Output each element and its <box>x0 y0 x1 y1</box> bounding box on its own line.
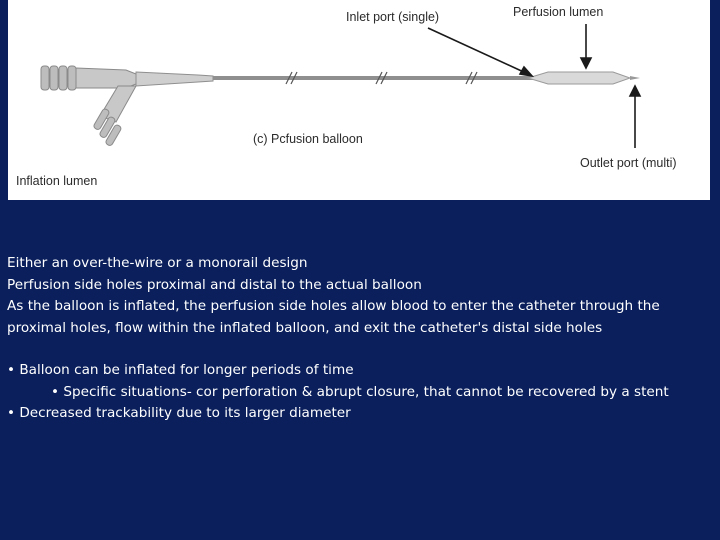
balloon <box>528 72 630 84</box>
inlet-port-arrow <box>428 28 532 76</box>
perfusion-balloon-catheter-diagram <box>8 0 710 200</box>
bullet-trackability: • Decreased trackability due to its larger diameter <box>7 405 351 421</box>
spacer <box>7 339 715 360</box>
inflation-lumen-label: Inflation lumen <box>16 174 98 188</box>
figure-caption: (c) Pcfusion balloon <box>253 132 363 146</box>
perfusion-lumen-arrow <box>581 24 591 68</box>
slide-body <box>7 253 715 425</box>
catheter-tip <box>630 76 640 80</box>
bullet-specific-situations: • Specific situations- cor perforation & abrupt closure, that cannot be recovered by a stent <box>51 383 669 400</box>
inlet-port-label: Inlet port (single) <box>346 10 440 24</box>
catheter-figure <box>8 0 710 200</box>
hub-grip <box>41 66 76 90</box>
bullet-inflation-duration: • Balloon can be inflated for longer periods of time <box>7 362 354 378</box>
hub-body <box>76 68 136 88</box>
perfusion-lumen-label: Perfusion lumen <box>513 5 604 19</box>
design-line: Either an over-the-wire or a monorail design <box>7 255 308 271</box>
side-holes-line: Perfusion side holes proximal and distal to the actual balloon <box>7 276 422 293</box>
hub-taper <box>136 72 213 86</box>
outlet-port-label: Outlet port (multi) <box>580 156 677 170</box>
outlet-port-arrow <box>630 86 640 148</box>
mechanism-line: As the balloon is inflated, the perfusion side holes allow blood to enter the catheter through the proximal holes, flow within the inflated balloon, and exit the catheter's distal side holes <box>7 298 660 336</box>
